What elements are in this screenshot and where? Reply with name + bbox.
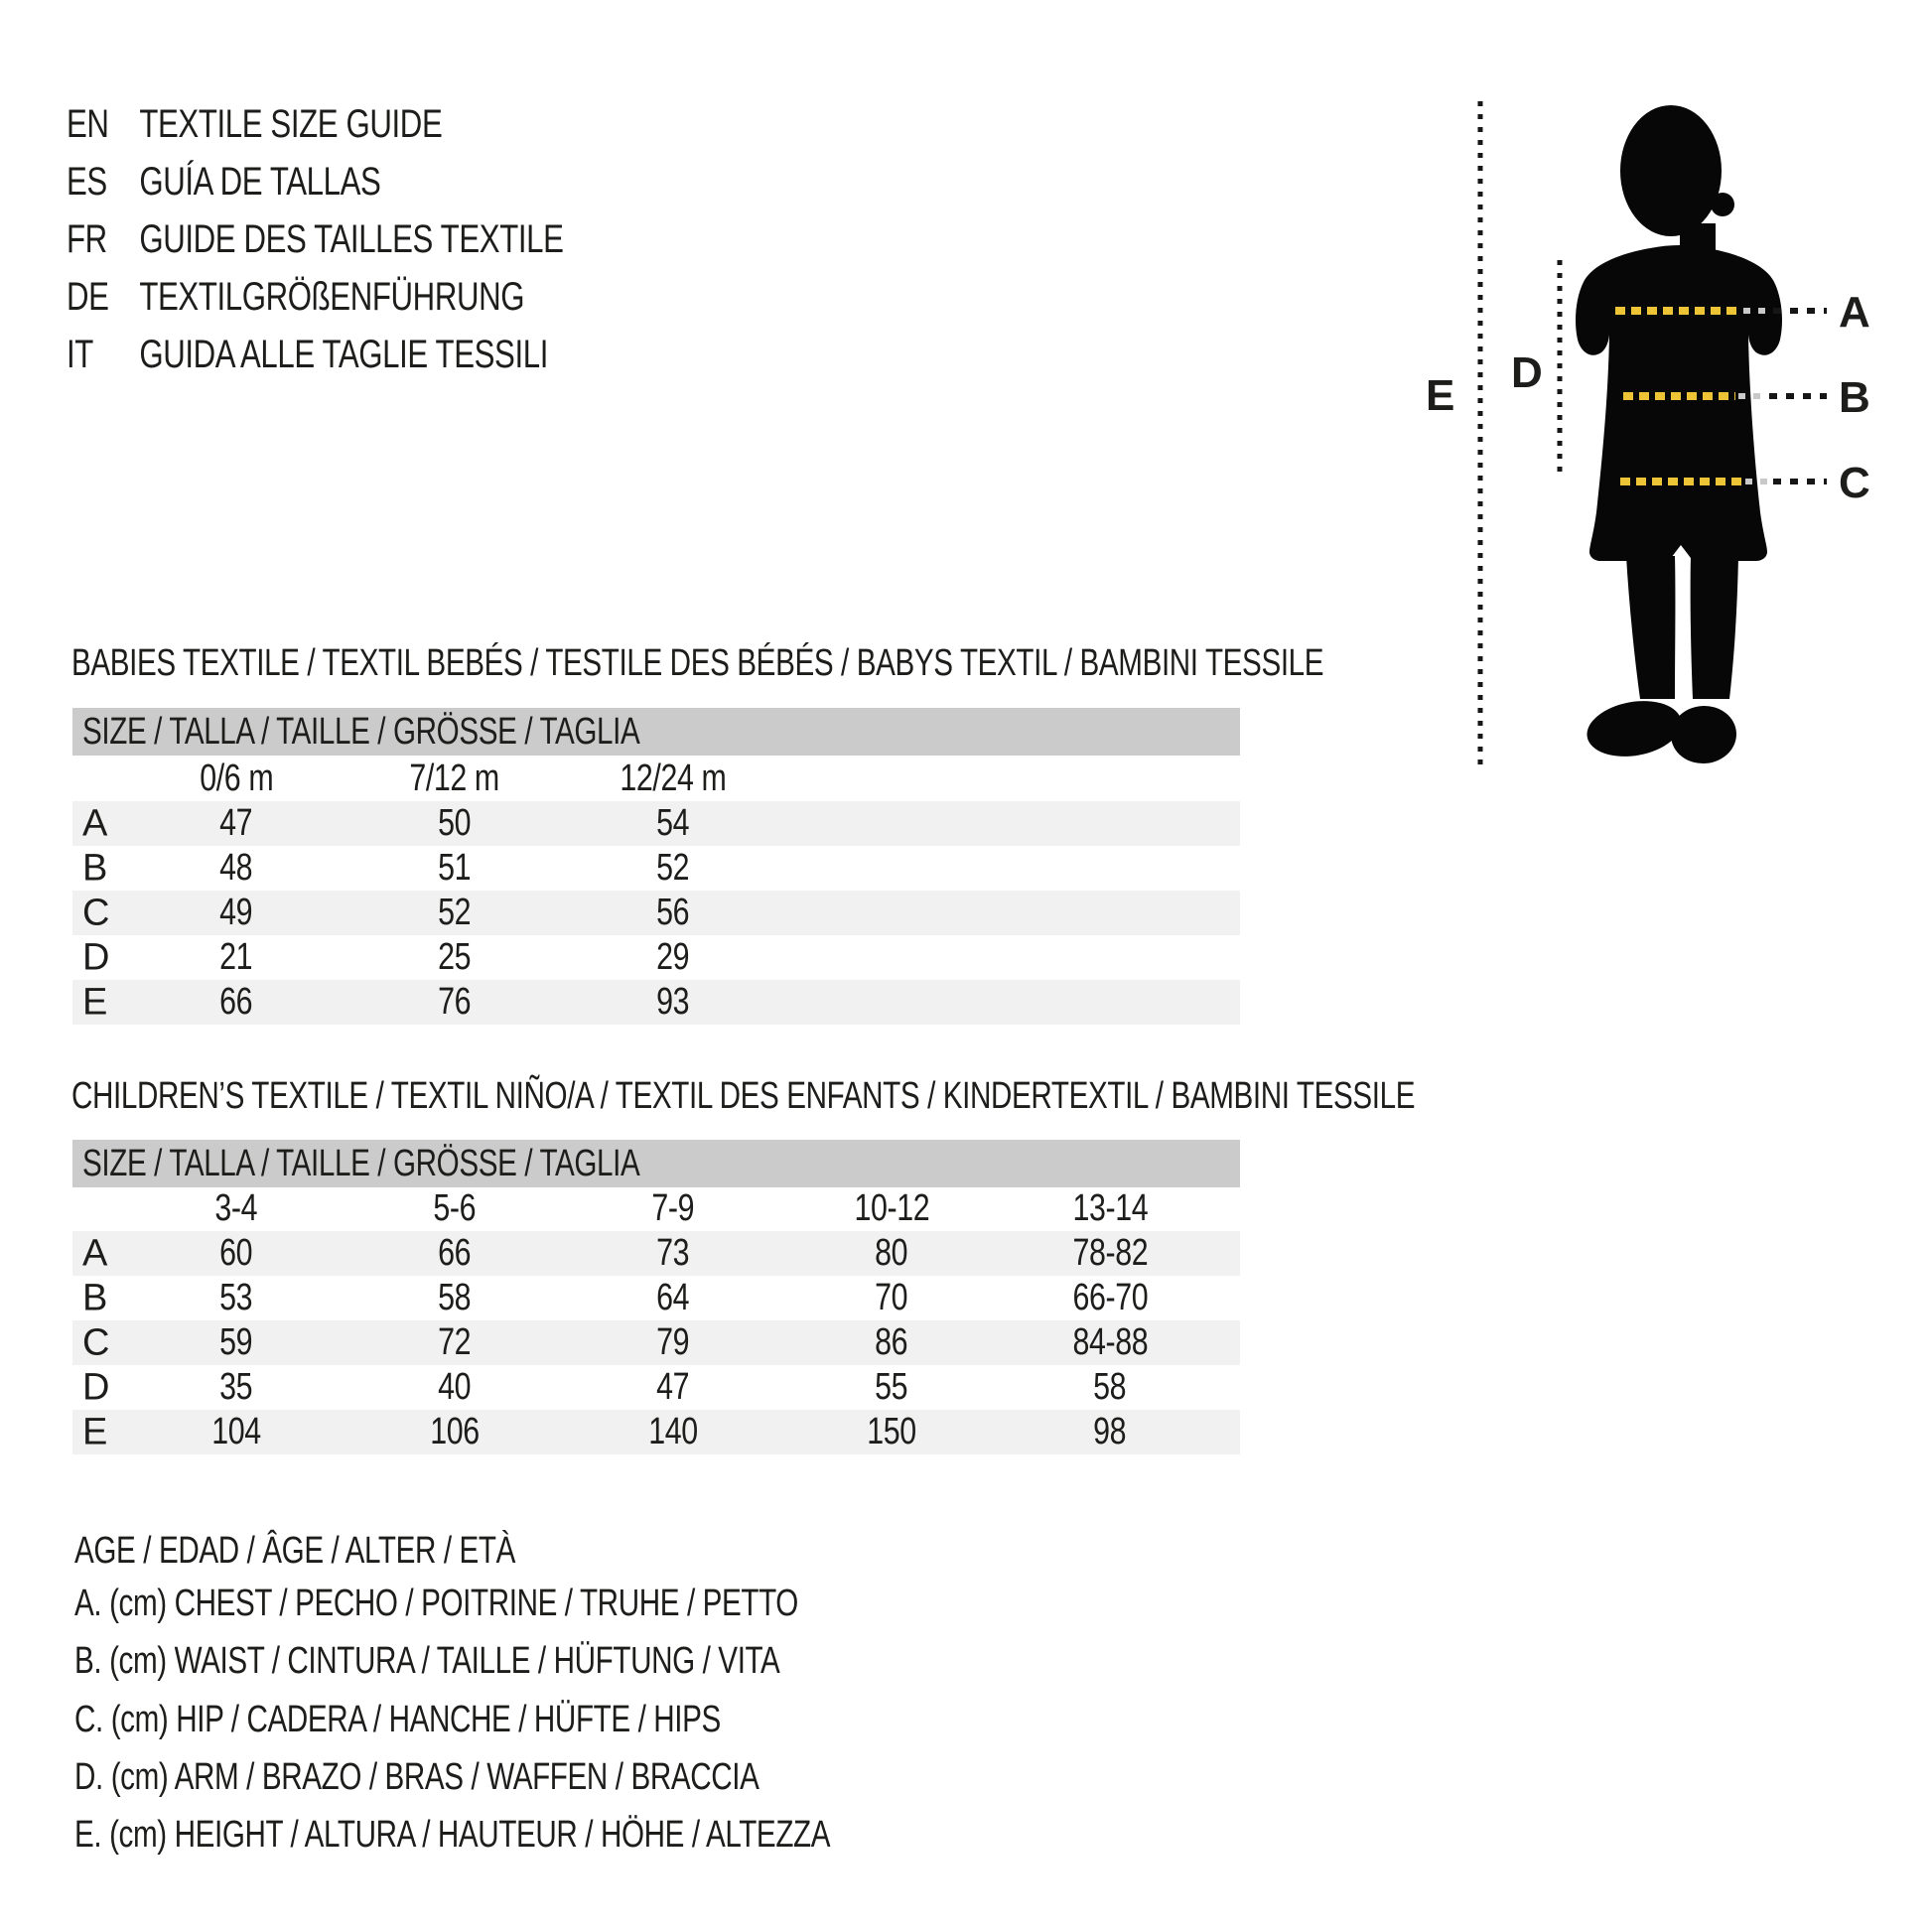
table-cell: 140 — [648, 1411, 698, 1452]
figure-label-a: A — [1839, 288, 1870, 337]
table-cell: 48 — [219, 847, 253, 889]
table-row — [72, 891, 1240, 935]
table-row — [72, 935, 1240, 980]
table-cell: 150 — [867, 1411, 916, 1452]
table-cell: 35 — [219, 1366, 253, 1408]
table-cell: 70 — [875, 1277, 908, 1318]
legend-line-b-waist: B. (cm) WAIST / CINTURA / TAILLE / HÜFTUNG / VITA — [74, 1639, 780, 1682]
children-size-bar-text: SIZE / TALLA / TAILLE / GRÖSSE / TAGLIA — [82, 1142, 640, 1184]
table-cell: 21 — [219, 936, 253, 978]
table-row — [72, 1231, 1240, 1276]
row-label: C — [82, 1321, 110, 1363]
column-header: 13-14 — [1072, 1187, 1148, 1229]
title-line-fr — [67, 210, 704, 268]
lang-code: DE — [67, 274, 109, 319]
title-text: TEXTILE SIZE GUIDE — [139, 101, 443, 146]
table-cell: 73 — [656, 1232, 690, 1274]
title-line-es — [67, 153, 470, 210]
row-label: D — [82, 1366, 110, 1408]
lang-code: FR — [67, 216, 107, 261]
silhouette-torso — [1576, 245, 1782, 561]
column-header: 7-9 — [651, 1187, 695, 1229]
table-cell: 40 — [438, 1366, 472, 1408]
row-label: A — [82, 1232, 108, 1274]
table-cell: 98 — [1093, 1411, 1127, 1452]
title-text: TEXTILGRÖßENFÜHRUNG — [139, 274, 525, 319]
table-cell: 56 — [656, 892, 690, 933]
table-cell: 78-82 — [1072, 1232, 1148, 1274]
table-row — [72, 1320, 1240, 1365]
figure-label-b: B — [1839, 373, 1870, 422]
column-header: 3-4 — [214, 1187, 258, 1229]
silhouette-head — [1620, 105, 1722, 236]
table-cell: 55 — [875, 1366, 908, 1408]
title-line-en — [67, 95, 548, 153]
table-cell: 66 — [438, 1232, 472, 1274]
table-cell: 49 — [219, 892, 253, 933]
table-cell: 25 — [438, 936, 472, 978]
table-row — [72, 846, 1240, 891]
table-cell: 80 — [875, 1232, 908, 1274]
children-heading-text: CHILDREN’S TEXTILE / TEXTIL NIÑO/A / TEXTIL DES ENFANTS / KINDERTEXTIL / BAMBINI TESSILE — [71, 1075, 1416, 1117]
lang-code: ES — [67, 159, 107, 204]
babies-column-header-row — [72, 757, 1240, 801]
column-header: 5-6 — [433, 1187, 477, 1229]
table-cell: 66 — [219, 981, 253, 1023]
table-cell: 47 — [219, 802, 253, 844]
table-row — [72, 1410, 1240, 1454]
figure-label-d: D — [1511, 348, 1543, 397]
children-section-heading — [71, 1076, 1794, 1116]
row-label: B — [82, 1277, 108, 1318]
table-cell: 59 — [219, 1321, 253, 1363]
table-cell: 52 — [656, 847, 690, 889]
column-header: 7/12 m — [409, 758, 500, 799]
table-row — [72, 1276, 1240, 1320]
silhouette-right-leg — [1691, 556, 1738, 699]
row-label: E — [82, 1411, 108, 1452]
row-label: A — [82, 802, 108, 844]
babies-section-heading — [71, 643, 1677, 683]
column-header: 0/6 m — [199, 758, 274, 799]
row-label: E — [82, 981, 108, 1023]
table-cell: 64 — [656, 1277, 690, 1318]
table-cell: 50 — [438, 802, 472, 844]
table-cell: 51 — [438, 847, 472, 889]
row-label: C — [82, 892, 110, 933]
babies-size-bar-text: SIZE / TALLA / TAILLE / GRÖSSE / TAGLIA — [82, 710, 640, 753]
babies-heading-text: BABIES TEXTILE / TEXTIL BEBÉS / TESTILE DES BÉBÉS / BABYS TEXTIL / BAMBINI TESSILE — [71, 642, 1324, 684]
silhouette-right-shoe — [1669, 704, 1738, 765]
lang-code: IT — [67, 332, 93, 376]
table-row — [72, 1365, 1240, 1410]
children-size-bar — [72, 1140, 1240, 1187]
column-header: 10-12 — [854, 1187, 929, 1229]
table-cell: 29 — [656, 936, 690, 978]
table-row — [72, 980, 1240, 1025]
table-row — [72, 801, 1240, 846]
table-cell: 76 — [438, 981, 472, 1023]
silhouette-left-shoe — [1583, 694, 1686, 763]
figure-label-e: E — [1426, 371, 1455, 420]
table-cell: 54 — [656, 802, 690, 844]
table-cell: 58 — [438, 1277, 472, 1318]
legend-line-age: AGE / EDAD / ÂGE / ALTER / ETÀ — [74, 1529, 516, 1572]
legend-line-d-arm: D. (cm) ARM / BRAZO / BRAS / WAFFEN / BRACCIA — [74, 1755, 759, 1798]
child-silhouette-figure — [1370, 60, 1932, 794]
table-cell: 58 — [1093, 1366, 1127, 1408]
legend-line-a-chest: A. (cm) CHEST / PECHO / POITRINE / TRUHE / PETTO — [74, 1582, 798, 1624]
legend-line-e-height: E. (cm) HEIGHT / ALTURA / HAUTEUR / HÖHE / ALTEZZA — [74, 1813, 831, 1856]
title-text: GUIDE DES TAILLES TEXTILE — [139, 216, 564, 261]
table-cell: 104 — [211, 1411, 261, 1452]
table-cell: 52 — [438, 892, 472, 933]
table-cell: 106 — [430, 1411, 480, 1452]
column-header: 12/24 m — [620, 758, 727, 799]
table-cell: 79 — [656, 1321, 690, 1363]
title-line-it — [67, 326, 684, 383]
row-label: D — [82, 936, 110, 978]
title-text: GUIDA ALLE TAGLIE TESSILI — [139, 332, 548, 376]
table-cell: 66-70 — [1072, 1277, 1148, 1318]
table-cell: 53 — [219, 1277, 253, 1318]
table-cell: 60 — [219, 1232, 253, 1274]
table-cell: 47 — [656, 1366, 690, 1408]
title-text: GUÍA DE TALLAS — [139, 159, 381, 204]
table-cell: 84-88 — [1072, 1321, 1148, 1363]
table-cell: 86 — [875, 1321, 908, 1363]
babies-size-bar — [72, 708, 1240, 756]
row-label: B — [82, 847, 108, 889]
table-cell: 72 — [438, 1321, 472, 1363]
title-line-de — [67, 268, 653, 326]
children-column-header-row — [72, 1186, 1240, 1231]
figure-label-c: C — [1839, 459, 1870, 507]
table-cell: 93 — [656, 981, 690, 1023]
lang-code: EN — [67, 101, 109, 146]
legend-line-c-hip: C. (cm) HIP / CADERA / HANCHE / HÜFTE / HIPS — [74, 1698, 721, 1740]
silhouette-ear — [1711, 193, 1734, 216]
